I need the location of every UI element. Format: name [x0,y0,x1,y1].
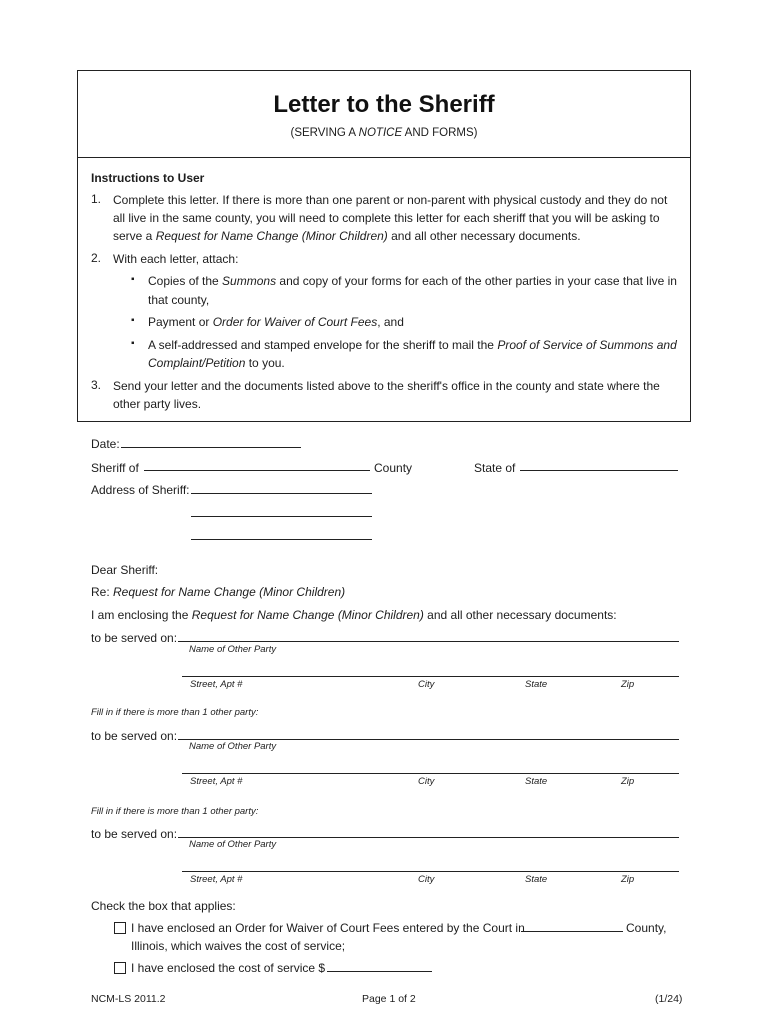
form-date: (1/24) [655,993,683,1005]
zip-caption: Zip [621,874,635,885]
bullet2-line: Payment or Order for Waiver of Court Fees, and [148,315,404,329]
item1-line2: all live in the same county, you will need to complete this letter for each sheriff that you will be asking to [113,211,660,225]
fill-note: Fill in if there is more than 1 other party: [91,806,259,817]
served-on-label: to be served on: [91,827,178,841]
zip-caption: Zip [621,679,635,690]
bullet3-line1: A self-addressed and stamped envelope for the sheriff to mail the Proof of Service of Summons and [148,338,677,352]
cost-text: I have enclosed the cost of service $ [131,961,326,975]
cost-amount-field[interactable] [327,971,432,972]
fill-note: Fill in if there is more than 1 other party: [91,707,259,718]
party3-address-field[interactable] [182,871,679,872]
date-field[interactable] [121,447,301,448]
city-caption: City [418,874,435,885]
city-caption: City [418,679,435,690]
state-of-label: State of [474,461,516,475]
waiver-county-label: County, [626,921,667,935]
waiver-text-line1: I have enclosed an Order for Waiver of Court Fees entered by the Court in [131,921,525,935]
name-caption: Name of Other Party [189,741,277,752]
party1-address-field[interactable] [182,676,679,677]
check-instruction: Check the box that applies: [91,899,236,913]
form-code: NCM-LS 2011.2 [91,993,166,1005]
address-line1-field[interactable] [191,493,372,494]
item1-line1: Complete this letter. If there is more than one parent or non-parent with physical custody and they do not [113,193,668,207]
street-caption: Street, Apt # [190,679,243,690]
bullet1-line1: Copies of the Summons and copy of your forms for each of the other parties in your case that live in [148,274,677,288]
sheriff-state-field[interactable] [520,470,678,471]
city-caption: City [418,776,435,787]
address-line2-field[interactable] [191,516,372,517]
bullet1-line2: that county, [148,293,210,307]
party1-name-field[interactable] [178,641,679,642]
page-subtitle: (SERVING A NOTICE AND FORMS) [290,127,478,139]
party3-name-field[interactable] [178,837,679,838]
address-label: Address of Sheriff: [91,483,190,497]
sheriff-of-label: Sheriff of [91,461,139,475]
enclosing-line: I am enclosing the Request for Name Change (Minor Children) and all other necessary documents: [91,608,617,622]
waiver-text-line2: Illinois, which waives the cost of service; [131,939,346,953]
bullet-icon: ▪ [131,338,135,349]
item2-number: 2. [91,251,102,265]
item2-text: With each letter, attach: [113,252,239,266]
address-line3-field[interactable] [191,539,372,540]
state-caption: State [525,679,548,690]
state-caption: State [525,874,548,885]
sheriff-county-field[interactable] [144,470,370,471]
served-on-label: to be served on: [91,631,178,645]
county-label: County [374,461,413,475]
item1-line3: serve a Request for Name Change (Minor Children) and all other necessary documents. [113,229,581,243]
instructions-heading: Instructions to User [91,171,205,185]
party2-address-field[interactable] [182,773,679,774]
bullet3-line2: Complaint/Petition to you. [148,356,285,370]
name-caption: Name of Other Party [189,839,277,850]
street-caption: Street, Apt # [190,874,243,885]
item3-number: 3. [91,378,102,392]
waiver-checkbox[interactable] [114,922,126,934]
item3-line1: Send your letter and the documents listed above to the sheriff's office in the county and state where the [113,379,660,393]
salutation: Dear Sheriff: [91,563,159,577]
re-line: Re: Request for Name Change (Minor Children) [91,585,346,599]
bullet-icon: ▪ [131,274,135,285]
page-title: Letter to the Sheriff [273,91,495,118]
bullet-icon: ▪ [131,315,135,326]
waiver-county-field[interactable] [521,931,623,932]
served-on-label: to be served on: [91,729,178,743]
date-label: Date: [91,437,120,451]
page-number: Page 1 of 2 [362,993,416,1005]
state-caption: State [525,776,548,787]
zip-caption: Zip [621,776,635,787]
street-caption: Street, Apt # [190,776,243,787]
cost-checkbox[interactable] [114,962,126,974]
party2-name-field[interactable] [178,739,679,740]
item1-number: 1. [91,192,102,206]
name-caption: Name of Other Party [189,644,277,655]
item3-line2: other party lives. [113,397,202,411]
box-divider [78,157,690,158]
